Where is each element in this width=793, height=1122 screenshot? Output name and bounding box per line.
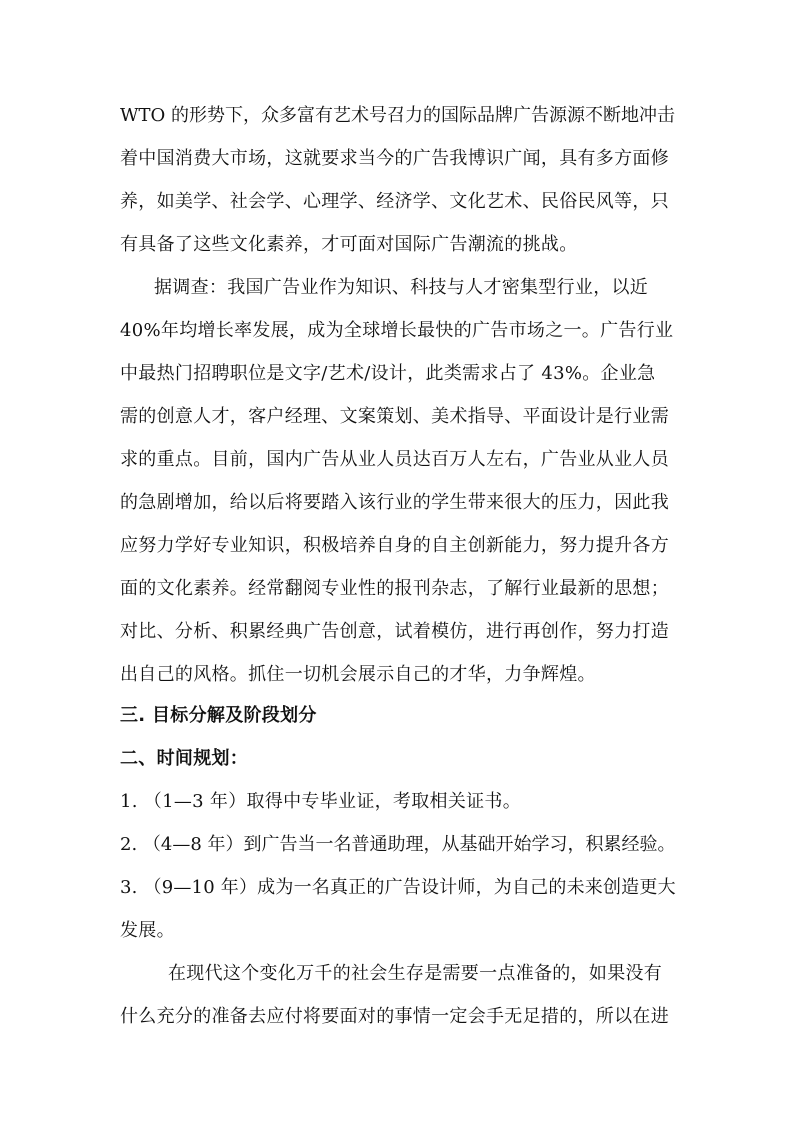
list-item: 发展。: [120, 920, 175, 941]
paragraph-line: 什么充分的准备去应付将要面对的事情一定会手无足措的，所以在进: [120, 1006, 669, 1027]
paragraph-line: 有具备了这些文化素养，才可面对国际广告潮流的挑战。: [120, 234, 578, 255]
paragraph-line: 在现代这个变化万千的社会生存是需要一点准备的，如果没有: [168, 963, 663, 984]
paragraph-line: 中最热门招聘职位是文字/艺术/设计，此类需求占了 43%。企业急: [120, 363, 656, 384]
paragraph-line: 面的文化素养。经常翻阅专业性的报刊杂志，了解行业最新的思想；: [120, 578, 669, 599]
paragraph-line: 着中国消费大市场，这就要求当今的广告我博识广闻，具有多方面修: [120, 148, 669, 169]
paragraph-line: WTO 的形势下，众多富有艺术号召力的国际品牌广告源源不断地冲击: [120, 105, 675, 126]
paragraph-line: 养，如美学、社会学、心理学、经济学、文化艺术、民俗民风等，只: [120, 191, 669, 212]
list-item: 2. （4—8 年）到广告当一名普通助理，从基础开始学习，积累经验。: [120, 834, 676, 855]
paragraph-line: 40%年均增长率发展，成为全球增长最快的广告市场之一。广告行业: [120, 320, 674, 341]
paragraph-line: 的急剧增加，给以后将要踏入该行业的学生带来很大的压力，因此我: [120, 492, 669, 513]
section-heading: 三. 目标分解及阶段划分: [120, 705, 317, 726]
paragraph-line: 求的重点。目前，国内广告从业人员达百万人左右，广告业从业人员: [120, 449, 669, 470]
paragraph-line: 需的创意人才，客户经理、文案策划、美术指导、平面设计是行业需: [120, 406, 669, 427]
list-item: 3. （9—10 年）成为一名真正的广告设计师，为自己的未来创造更大: [120, 877, 676, 898]
paragraph-line: 应努力学好专业知识，积极培养自身的自主创新能力，努力提升各方: [120, 535, 669, 556]
section-heading: 二、时间规划：: [120, 748, 249, 769]
list-item: 1. （1—3 年）取得中专毕业证，考取相关证书。: [120, 791, 522, 812]
paragraph-line: 据调查：我国广告业作为知识、科技与人才密集型行业，以近: [154, 277, 649, 298]
paragraph-line: 出自己的风格。抓住一切机会展示自己的才华，力争辉煌。: [120, 664, 596, 685]
paragraph-line: 对比、分析、积累经典广告创意，试着模仿，进行再创作，努力打造: [120, 621, 669, 642]
